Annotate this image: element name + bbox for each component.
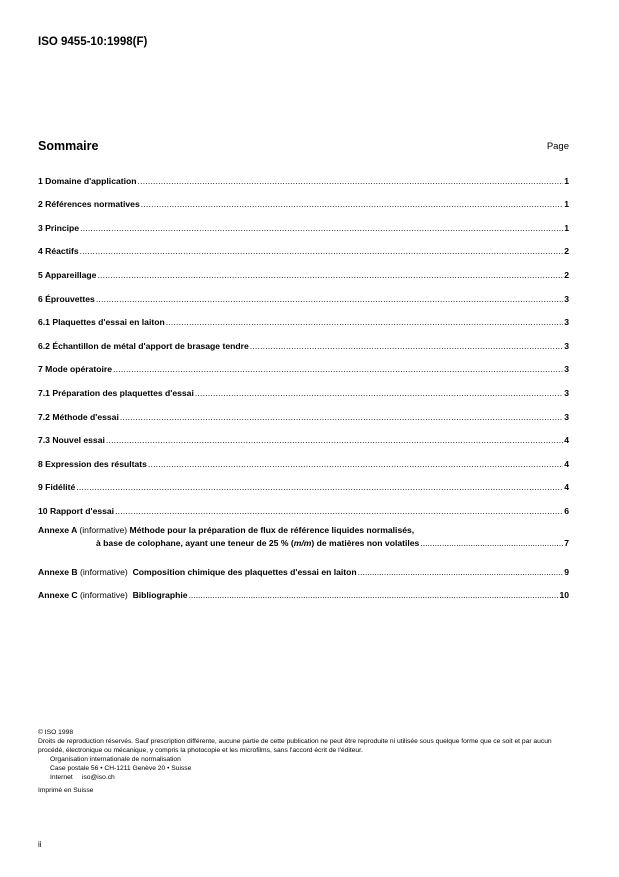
annex-b-name: Annexe B [38,566,78,577]
page-number: ii [38,840,42,849]
dot-leader [80,223,563,233]
annex-c-page: 10 [559,589,569,600]
annex-a-title-line2-end: ) de matières non volatiles [311,537,420,548]
toc-entry-label: 7 Mode opératoire [38,364,113,375]
annex-b-kind: (informative) [80,566,128,577]
toc-entry[interactable] [38,280,569,304]
annex-c-title: Bibliographie [132,589,188,600]
toc-entry[interactable] [38,445,569,469]
dot-leader [195,388,563,398]
document-id: ISO 9455-10:1998(F) [38,36,148,48]
toc-entry[interactable] [38,492,569,516]
toc-entry[interactable] [38,374,569,398]
dot-leader [189,590,559,600]
dot-leader [115,506,563,516]
rights-statement: Droits de reproduction réservés. Sauf prescription différente, aucune partie de cette publication ne peut être reproduite ni utilisée sous quelque forme que ce soit et par aucun procédé, électronique ou mécanique, y compris la photocopie et les microfilms, sans l'accord écrit de l'éditeur. [38,738,552,754]
copyright-line: © ISO 1998 [38,729,74,736]
dot-leader [80,246,564,256]
toc-annex-c[interactable] [38,579,569,600]
publisher-name: Organisation internationale de normalisation [50,756,181,763]
toc-entry[interactable] [38,304,569,328]
toc-entry-label: 6.2 Échantillon de métal d'apport de brasage tendre [38,340,249,351]
dot-leader [138,176,564,186]
toc-entry-label: 1 Domaine d'application [38,175,137,186]
dot-leader [166,317,564,327]
toc-entry-label: 7.2 Méthode d'essai [38,411,119,422]
toc-entry-page: 2 [564,246,569,257]
annex-b-page: 9 [564,566,569,577]
annex-a-title-line1: Méthode pour la préparation de flux de référence liquides normalisés, [129,524,415,535]
publisher-internet: Internet iso@iso.ch [50,774,115,781]
toc-entry[interactable] [38,422,569,446]
toc-entry-page: 6 [564,505,569,516]
annex-a-title-line2-start: à base de colophane, ayant une teneur de 25 % ( [96,537,294,548]
toc-entry[interactable] [38,327,569,351]
dot-leader [141,199,563,209]
dot-leader [113,364,563,374]
annex-c-name: Annexe C [38,589,78,600]
dot-leader [76,482,563,492]
annex-a-kind: (informative) [79,524,128,535]
toc-entry-label: 5 Appareillage [38,269,97,280]
dot-leader [250,341,563,351]
toc-entry-label: 2 Références normatives [38,199,140,210]
toc-entry-page: 1 [564,199,569,210]
toc-entry-page: 2 [564,269,569,280]
toc-entry[interactable] [38,351,569,375]
toc-entry-label: 8 Expression des résultats [38,458,147,469]
toc-entry-label: 7.3 Nouvel essai [38,435,105,446]
toc-entry[interactable] [38,209,569,233]
toc-entry-label: 3 Principe [38,222,80,233]
table-of-contents [38,162,569,600]
toc-entry-page: 4 [564,482,569,493]
annex-a-page: 7 [564,537,569,548]
annex-c-kind: (informative) [80,589,128,600]
dot-leader [148,459,563,469]
toc-entry-page: 3 [564,411,569,422]
toc-entry-page: 1 [564,222,569,233]
toc-entry-label: 6 Éprouvettes [38,293,95,304]
toc-entry-label: 4 Réactifs [38,246,79,257]
toc-annex-a[interactable] [38,525,569,548]
toc-entry-label: 10 Rapport d'essai [38,505,115,516]
toc-entry-label: 9 Fidélité [38,482,76,493]
toc-entry-page: 1 [564,175,569,186]
toc-entry-page: 3 [564,340,569,351]
toc-entry[interactable] [38,162,569,186]
toc-entry-page: 3 [564,317,569,328]
toc-entry[interactable] [38,256,569,280]
dot-leader [97,270,563,280]
copyright-notice [38,728,578,795]
toc-title: Sommaire [38,139,99,153]
toc-entry-page: 4 [564,458,569,469]
toc-entry-page: 3 [564,364,569,375]
annex-a-name: Annexe A [38,524,77,535]
dot-leader [358,567,564,577]
annex-a-title-line2 [96,538,419,548]
toc-page-column-label: Page [546,141,569,152]
toc-entry-label: 6.1 Plaquettes d'essai en laiton [38,317,165,328]
dot-leader [420,538,563,548]
annex-b-title: Composition chimique des plaquettes d'essai en laiton [132,566,357,577]
toc-annex-b[interactable] [38,556,569,577]
dot-leader [120,412,563,422]
dot-leader [106,435,563,445]
toc-entry[interactable] [38,186,569,210]
toc-entry[interactable] [38,469,569,493]
annex-a-unit: m/m [293,537,312,548]
dot-leader [96,294,563,304]
publisher-address: Case postale 56 • CH-1211 Genève 20 • Suisse [50,765,192,772]
toc-entry-page: 3 [564,387,569,398]
toc-entry[interactable] [38,398,569,422]
toc-entry-label: 7.1 Préparation des plaquettes d'essai [38,387,194,398]
printed-in: Imprimé en Suisse [38,787,94,794]
toc-entry-page: 3 [564,293,569,304]
toc-entry[interactable] [38,233,569,257]
toc-entry-page: 4 [564,435,569,446]
